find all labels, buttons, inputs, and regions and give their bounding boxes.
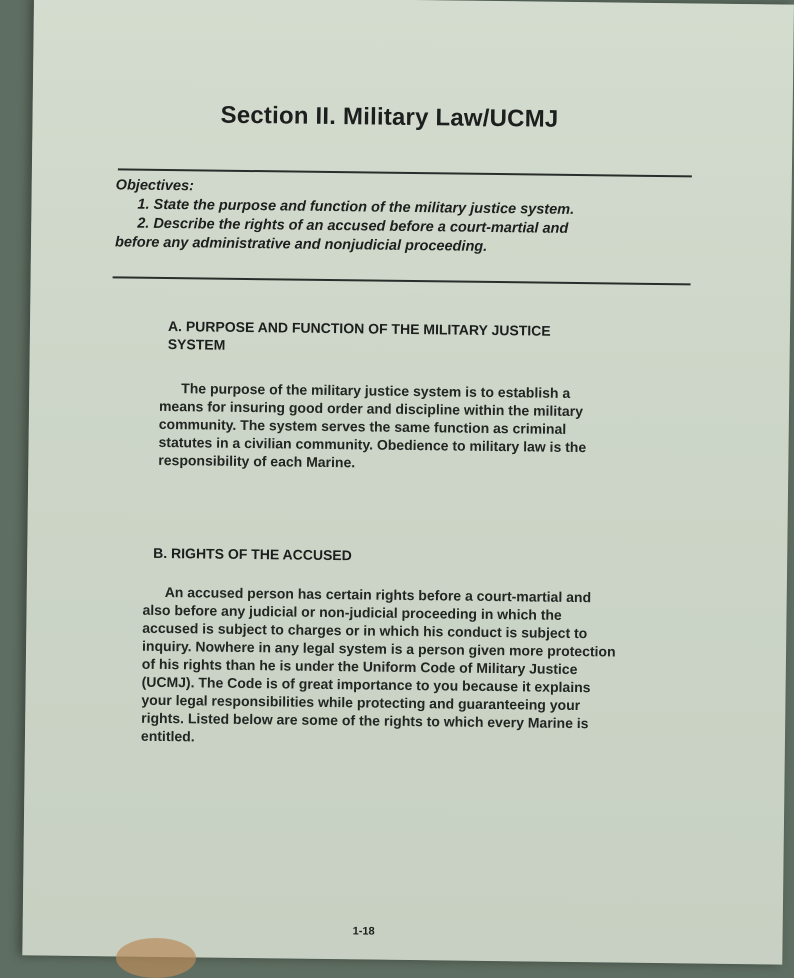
objective-1: 1. State the purpose and function of the military justice system. xyxy=(137,196,575,218)
document-page xyxy=(22,0,794,965)
section-title: Section II. Military Law/UCMJ xyxy=(220,101,559,133)
objectives-top-rule xyxy=(118,168,692,177)
coin-edge-decoration xyxy=(116,938,196,978)
objectives-label: Objectives: xyxy=(115,177,194,195)
section-b-heading: B. RIGHTS OF THE ACCUSED xyxy=(153,544,352,564)
section-a-text: The purpose of the military justice system is to establish a means for insuring good order and discipline within the military community. The system serves the same function as criminal statutes in a civilian community. Obedience to military law is the responsibility of each Marine. xyxy=(158,380,587,471)
objectives-bottom-rule xyxy=(113,276,691,285)
section-a-body xyxy=(158,379,611,475)
section-a-heading: A. PURPOSE AND FUNCTION OF THE MILITARY JUSTICE SYSTEM xyxy=(167,318,551,353)
objective-2: 2. Describe the rights of an accused before a court-martial and xyxy=(137,215,569,237)
section-b-body xyxy=(141,583,617,751)
page-number: 1-18 xyxy=(352,925,375,938)
objectives-block xyxy=(115,176,696,259)
section-b-text: An accused person has certain rights before a court-martial and also before any judicial or non-judicial proceeding in which the accused is subject to charges or in which his conduct is subject to inquiry. Nowhere in any legal system is a person given more protection of his rights than he is under the Uniform Code of Military Justice (UCMJ). The Code is of great importance to you because it explains your legal responsibilities while protecting and guaranteeing your rights. Listed below are some of the rights to which every Marine is entitled. xyxy=(140,583,616,745)
objective-2-continuation: before any administrative and nonjudicial proceeding. xyxy=(114,234,488,255)
